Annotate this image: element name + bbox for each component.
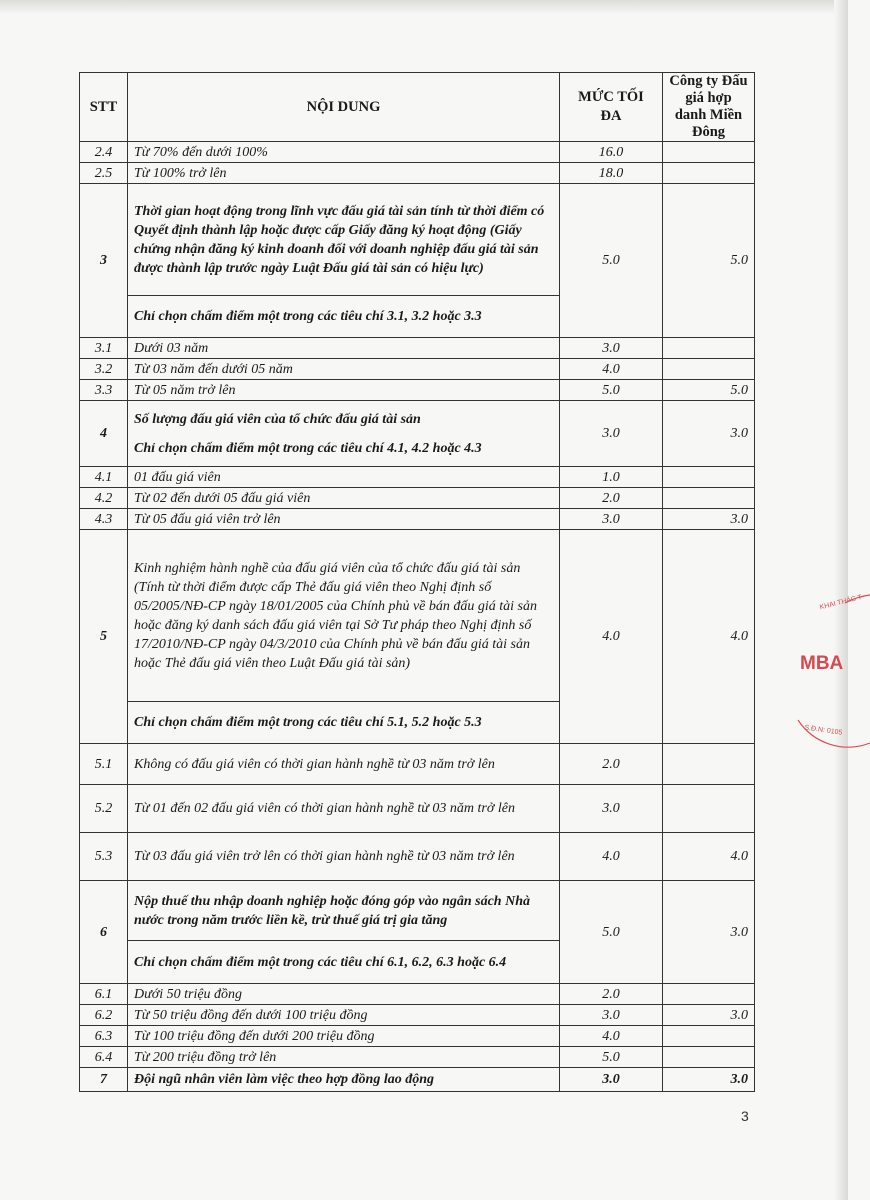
row-desc: Từ 50 triệu đồng đến dưới 100 triệu đồng (128, 1005, 560, 1026)
table-row (80, 1068, 755, 1092)
row-desc-main: Số lượng đấu giá viên của tổ chức đấu giá tài sản (134, 411, 421, 427)
row-score: 4.0 (663, 530, 755, 744)
row-max: 4.0 (560, 530, 663, 744)
row-desc: Từ 01 đến 02 đấu giá viên có thời gian hành nghề từ 03 năm trở lên (128, 785, 560, 833)
row-desc: 01 đấu giá viên (128, 467, 560, 488)
row-max: 3.0 (560, 785, 663, 833)
row-desc: Từ 03 năm đến dưới 05 năm (128, 359, 560, 380)
row-desc: Từ 05 năm trở lên (128, 380, 560, 401)
row-stt: 5.3 (80, 833, 128, 881)
header-max: MỨC TỐI ĐA (560, 73, 663, 142)
row-max: 5.0 (560, 380, 663, 401)
row-stt: 4.1 (80, 467, 128, 488)
row-stt: 6.3 (80, 1026, 128, 1047)
row-stt: 3.1 (80, 338, 128, 359)
table-row (80, 467, 755, 488)
row-score (663, 1026, 755, 1047)
row-score: 3.0 (663, 1005, 755, 1026)
row-max: 16.0 (560, 142, 663, 163)
row-desc: Từ 200 triệu đồng trở lên (128, 1047, 560, 1068)
row-score (663, 744, 755, 785)
row-stt: 7 (80, 1068, 128, 1092)
table-row (80, 338, 755, 359)
row-desc: Đội ngũ nhân viên làm việc theo hợp đồng lao động (128, 1068, 560, 1092)
seal-center-text: MBA (800, 653, 844, 674)
table-row (80, 984, 755, 1005)
company-seal (790, 585, 870, 760)
table-row (80, 509, 755, 530)
row-score (663, 785, 755, 833)
row-stt: 5.1 (80, 744, 128, 785)
row-stt: 6 (80, 881, 128, 984)
row-desc: Dưới 03 năm (128, 338, 560, 359)
row-desc: Từ 05 đấu giá viên trở lên (128, 509, 560, 530)
row-score (663, 359, 755, 380)
seal-arc-text: KHAI THÁC T (819, 594, 863, 612)
row-score: 3.0 (663, 401, 755, 467)
seal-bottom-text: S.Đ.N: 0105 (803, 724, 843, 737)
row-stt: 2.4 (80, 142, 128, 163)
row-score: 4.0 (663, 833, 755, 881)
row-max: 4.0 (560, 833, 663, 881)
row-max: 2.0 (560, 984, 663, 1005)
row-stt: 4.2 (80, 488, 128, 509)
row-max: 18.0 (560, 163, 663, 184)
table-row (80, 488, 755, 509)
row-max: 4.0 (560, 359, 663, 380)
row-stt: 3 (80, 184, 128, 338)
row-stt: 4 (80, 401, 128, 467)
row-max: 3.0 (560, 401, 663, 467)
row-desc: Từ 03 đấu giá viên trở lên có thời gian hành nghề từ 03 năm trở lên (128, 833, 560, 881)
table-row (80, 163, 755, 184)
row-score: 5.0 (663, 184, 755, 338)
row-note: Chỉ chọn chấm điểm một trong các tiêu chí 6.1, 6.2, 6.3 hoặc 6.4 (128, 941, 560, 984)
row-max: 5.0 (560, 184, 663, 338)
table-row (80, 785, 755, 833)
row-note: Chỉ chọn chấm điểm một trong các tiêu chí 3.1, 3.2 hoặc 3.3 (128, 296, 560, 338)
scan-top-edge (0, 0, 848, 14)
row-score: 3.0 (663, 881, 755, 984)
row-desc: Không có đấu giá viên có thời gian hành nghề từ 03 năm trở lên (128, 744, 560, 785)
row-desc: Dưới 50 triệu đồng (128, 984, 560, 1005)
header-content: NỘI DUNG (128, 73, 560, 142)
scoring-table (79, 72, 755, 1092)
row-max: 3.0 (560, 509, 663, 530)
header-stt: STT (80, 73, 128, 142)
row-max: 4.0 (560, 1026, 663, 1047)
table-row (80, 359, 755, 380)
row-max: 3.0 (560, 1068, 663, 1092)
row-note: Chỉ chọn chấm điểm một trong các tiêu chí 5.1, 5.2 hoặc 5.3 (128, 702, 560, 744)
row-score (663, 163, 755, 184)
row-desc (128, 401, 560, 467)
row-note: Chỉ chọn chấm điểm một trong các tiêu chí 4.1, 4.2 hoặc 4.3 (134, 440, 482, 456)
table-row (80, 1047, 755, 1068)
header-company: Công ty Đấu giá hợp danh Miền Đông (663, 73, 755, 142)
row-stt: 5.2 (80, 785, 128, 833)
row-desc: Thời gian hoạt động trong lĩnh vực đấu giá tài sản tính từ thời điểm có Quyết định thành lập hoặc được cấp Giấy đăng ký hoạt động (Giấy chứng nhận đăng ký kinh doanh đối với doanh nghiệp đấu giá tài sản được thành lập trước ngày Luật Đấu giá tài sản có hiệu lực) (128, 184, 560, 296)
table-row (80, 744, 755, 785)
row-stt: 6.1 (80, 984, 128, 1005)
table-row (80, 881, 755, 941)
table-row (80, 380, 755, 401)
table-row (80, 1026, 755, 1047)
row-stt: 6.4 (80, 1047, 128, 1068)
table-header-row (80, 73, 755, 142)
row-score (663, 338, 755, 359)
row-desc: Kinh nghiệm hành nghề của đấu giá viên của tổ chức đấu giá tài sản (Tính từ thời điểm được cấp Thẻ đấu giá viên theo Nghị định số 05/2005/NĐ-CP ngày 18/01/2005 của Chính phủ về bán đấu giá tài sản hoặc đăng ký danh sách đấu giá viên tại Sở Tư pháp theo Nghị định số 17/2010/NĐ-CP ngày 04/3/2010 của Chính phủ về bán đấu giá tài sản hoặc Thẻ đấu giá viên theo Luật Đấu giá tài sản) (128, 530, 560, 702)
row-max: 2.0 (560, 488, 663, 509)
row-stt: 3.2 (80, 359, 128, 380)
table-row (80, 401, 755, 467)
row-score (663, 467, 755, 488)
row-stt: 5 (80, 530, 128, 744)
row-desc: Từ 70% đến dưới 100% (128, 142, 560, 163)
table-row (80, 184, 755, 296)
row-score (663, 984, 755, 1005)
table-row (80, 833, 755, 881)
row-desc: Từ 100 triệu đồng đến dưới 200 triệu đồng (128, 1026, 560, 1047)
row-max: 3.0 (560, 1005, 663, 1026)
row-score (663, 1047, 755, 1068)
row-stt: 3.3 (80, 380, 128, 401)
row-desc: Từ 02 đến dưới 05 đấu giá viên (128, 488, 560, 509)
table-row (80, 142, 755, 163)
row-score: 3.0 (663, 509, 755, 530)
row-score: 5.0 (663, 380, 755, 401)
row-max: 3.0 (560, 338, 663, 359)
table-row (80, 1005, 755, 1026)
row-max: 1.0 (560, 467, 663, 488)
row-desc: Nộp thuế thu nhập doanh nghiệp hoặc đóng góp vào ngân sách Nhà nước trong năm trước liền kề, trừ thuế giá trị gia tăng (128, 881, 560, 941)
row-stt: 4.3 (80, 509, 128, 530)
row-score: 3.0 (663, 1068, 755, 1092)
row-max: 5.0 (560, 1047, 663, 1068)
row-max: 2.0 (560, 744, 663, 785)
page-number: 3 (741, 1108, 749, 1124)
row-stt: 6.2 (80, 1005, 128, 1026)
row-score (663, 142, 755, 163)
row-stt: 2.5 (80, 163, 128, 184)
row-max: 5.0 (560, 881, 663, 984)
table-row (80, 530, 755, 702)
row-desc: Từ 100% trở lên (128, 163, 560, 184)
row-score (663, 488, 755, 509)
